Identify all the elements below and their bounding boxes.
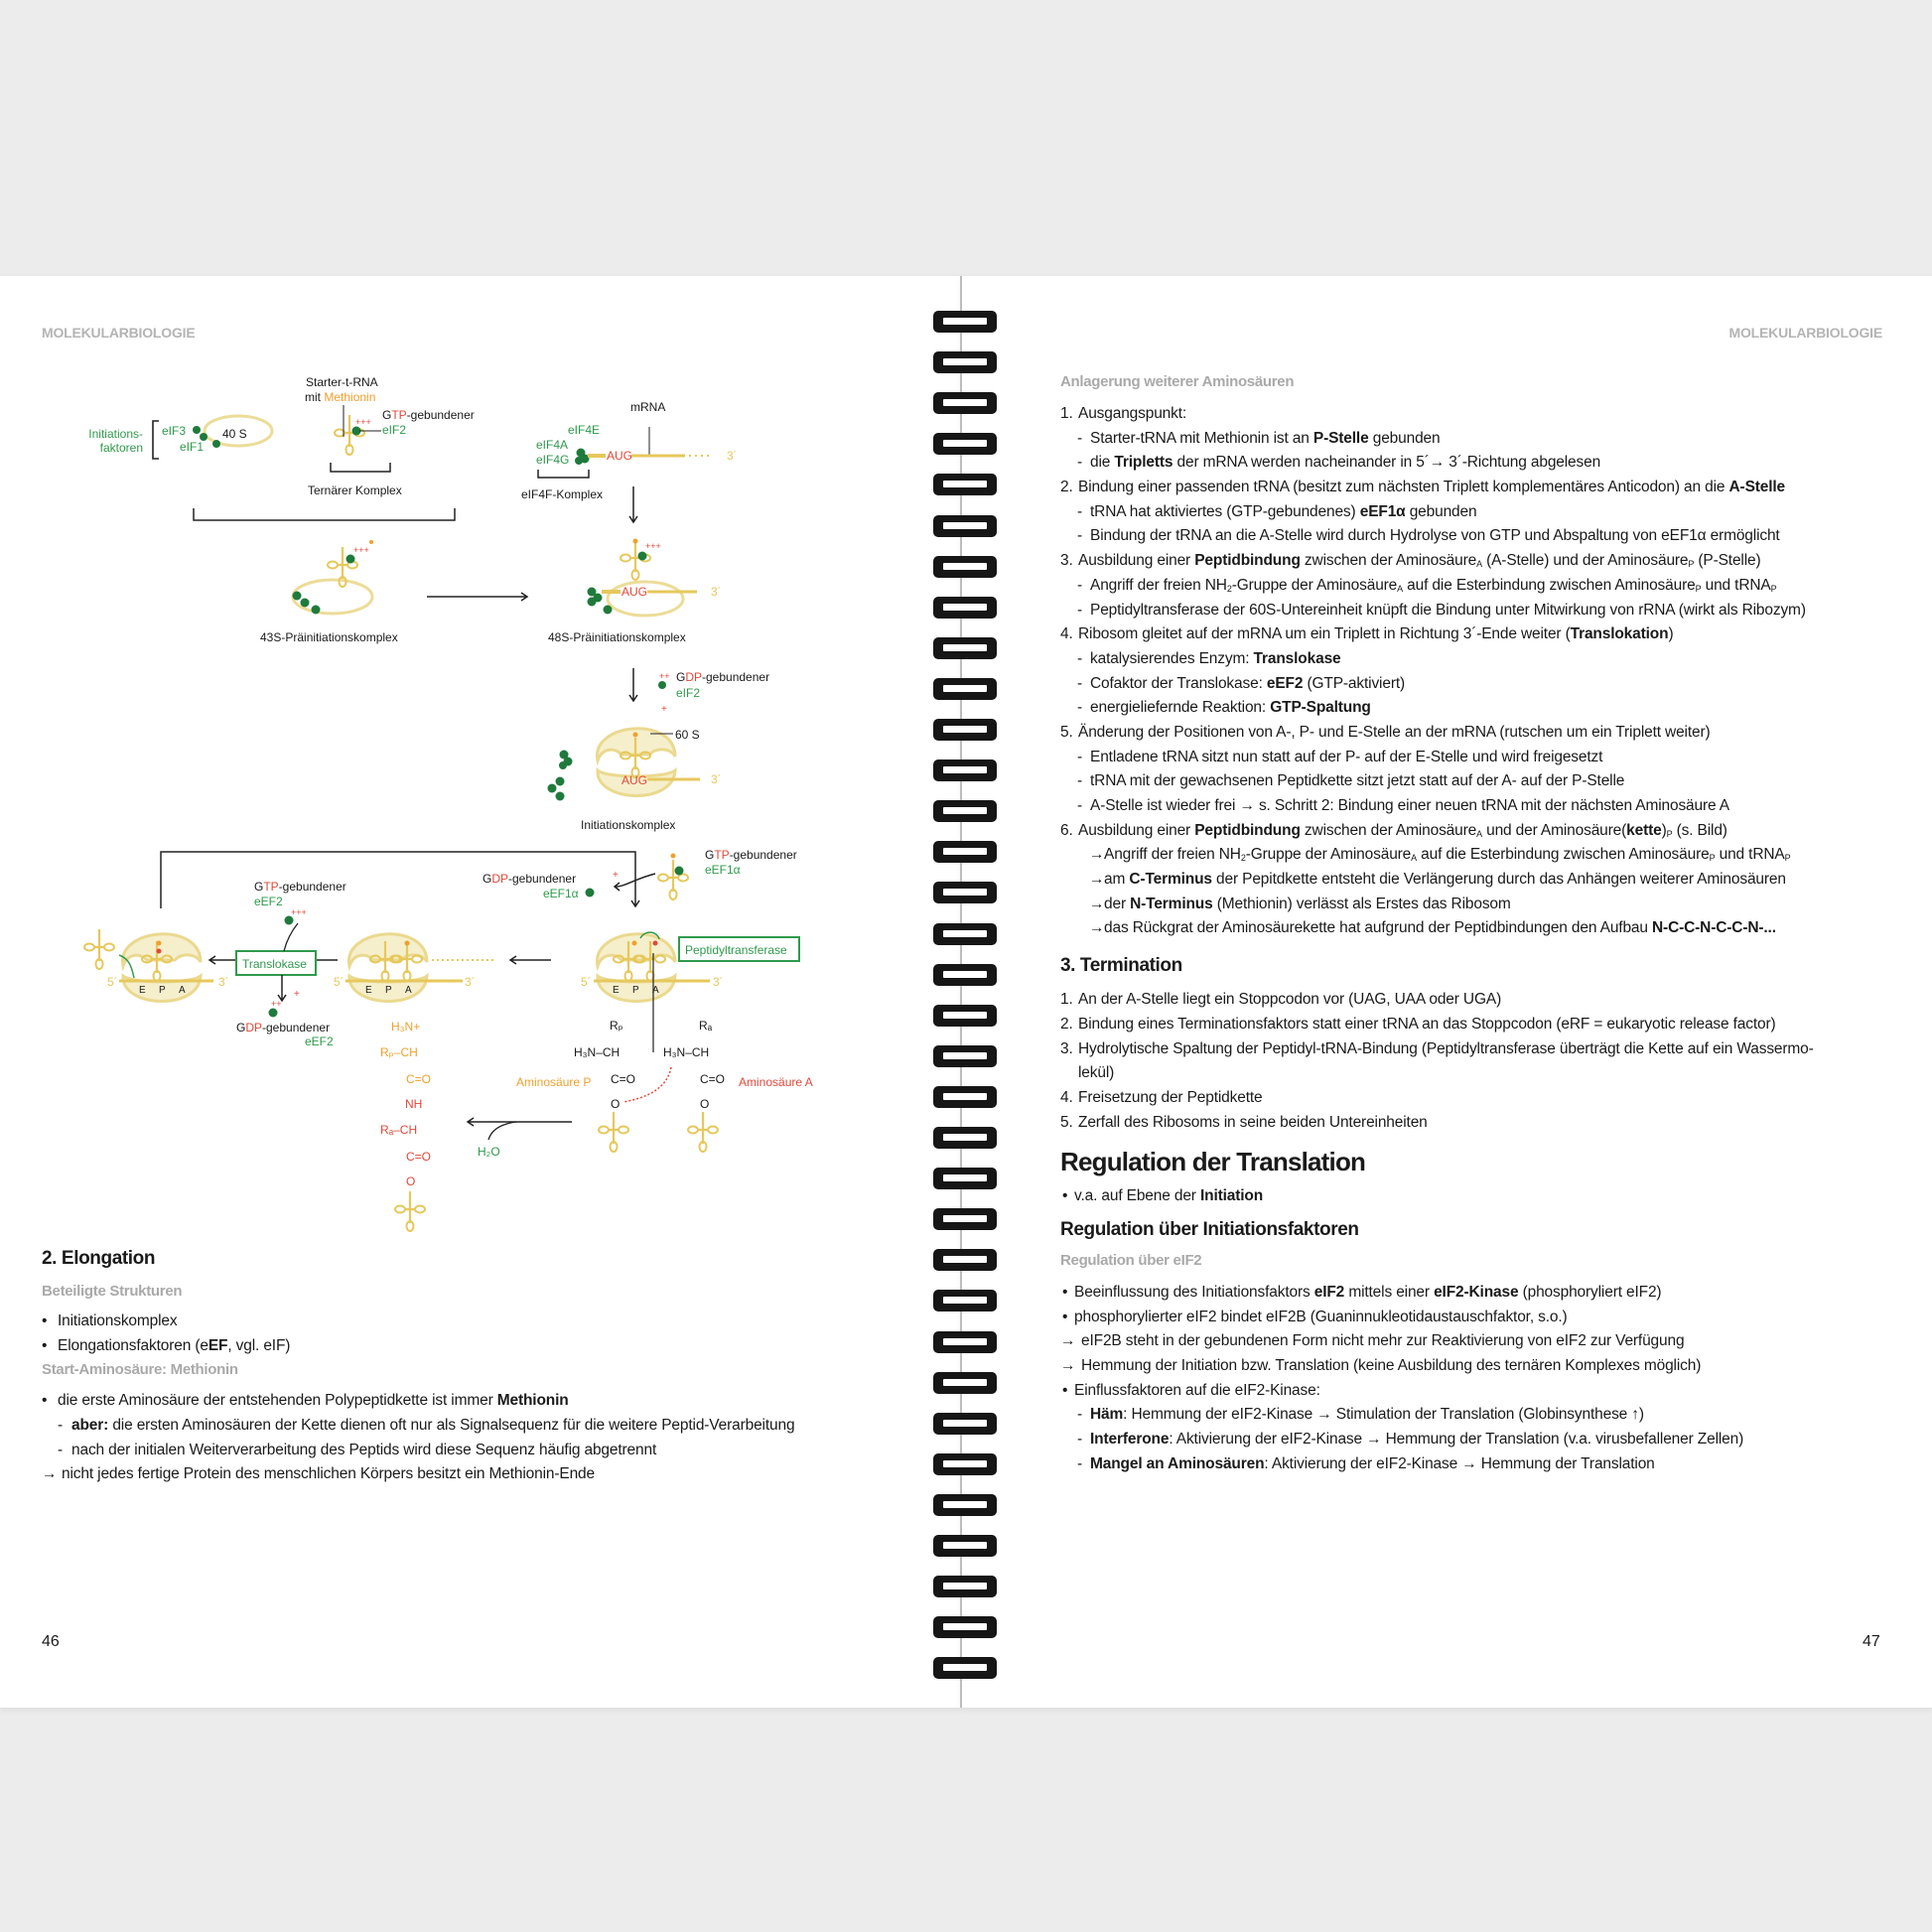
text-segment: An der A-Stelle liegt ein Stoppcodon vor (UAG, UAA oder UGA) bbox=[1078, 991, 1502, 1009]
text-segment: 2 bbox=[1240, 853, 1246, 864]
svg-text:AUG: AUG bbox=[621, 585, 648, 599]
list-marker: → bbox=[42, 1465, 58, 1483]
text-segment: N-C-C-N-C-C-N-... bbox=[1652, 919, 1776, 937]
text-segment: P bbox=[1695, 583, 1702, 594]
text-segment: phosphorylierter eIF2 bindet eIF2B (Guaninnukleotidaustauschfaktor, s.o.) bbox=[1074, 1308, 1568, 1325]
svg-text:eIF4G: eIF4G bbox=[536, 453, 570, 467]
heading-regulation-initiationsfaktoren: Regulation über Initiationsfaktoren bbox=[1060, 1218, 1359, 1240]
svg-text:H₃N–CH: H₃N–CH bbox=[663, 1045, 710, 1059]
text-segment: -Gruppe der Aminosäure bbox=[1245, 846, 1412, 864]
running-head-left: MOLEKULARBIOLOGIE bbox=[42, 325, 196, 341]
svg-text:A: A bbox=[405, 985, 412, 996]
svg-text:GDP-gebundener: GDP-gebundener bbox=[483, 872, 577, 886]
list-marker: 1. bbox=[1060, 405, 1073, 422]
svg-text:5´: 5´ bbox=[107, 975, 118, 989]
text-segment: die ersten Aminosäuren der Kette dienen oft nur als Signalsequenz für die weitere Peptid-Verarbeitung bbox=[108, 1417, 795, 1435]
list-item bbox=[1060, 1013, 1894, 1037]
svg-text:eEF1α: eEF1α bbox=[543, 887, 579, 900]
list-item bbox=[1060, 1061, 1894, 1086]
list-marker: → bbox=[1060, 1332, 1076, 1350]
text-segment: A bbox=[1476, 828, 1482, 839]
list-marker: - bbox=[58, 1441, 64, 1458]
list-item bbox=[1060, 721, 1894, 746]
svg-text:AUG: AUG bbox=[621, 773, 648, 787]
list-item bbox=[1060, 622, 1894, 647]
text-segment: Translokation bbox=[1570, 625, 1669, 643]
subheading-anlagerung: Anlagerung weiterer Aminosäuren bbox=[1060, 373, 1295, 390]
text-segment: tRNA hat aktiviertes (GTP-gebundenes) bbox=[1090, 502, 1360, 520]
list-item bbox=[1060, 843, 1894, 868]
text-segment: eIF2 bbox=[1313, 1283, 1345, 1301]
text-segment: : Aktivierung der eIF2-Kinase → Hemmung der Translation bbox=[1264, 1454, 1655, 1472]
text-segment: kette bbox=[1626, 821, 1662, 839]
text-segment: Entladene tRNA sitzt nun statt auf der P- auf der E-Stelle und wird freigesetzt bbox=[1090, 748, 1603, 765]
text-segment: (P-Stelle) bbox=[1694, 552, 1761, 570]
text-segment: Peptidbindung bbox=[1194, 821, 1301, 839]
label-aminosaeure-a: Aminosäure A bbox=[739, 1075, 813, 1089]
page-number-left: 46 bbox=[42, 1633, 60, 1650]
svg-text:H₃N–CH: H₃N–CH bbox=[574, 1045, 621, 1059]
text-segment: mittels einer bbox=[1344, 1283, 1435, 1301]
label-translokase: Translokase bbox=[242, 957, 307, 971]
label-mrna: mRNA bbox=[630, 400, 666, 414]
spiral-ring bbox=[933, 1290, 997, 1311]
text-segment: Bindung eines Terminationsfaktors statt einer tRNA an das Stoppcodon (eRF = eukaryotic release factor) bbox=[1078, 1015, 1776, 1033]
list-marker: - bbox=[1077, 1454, 1083, 1472]
text-segment: tRNA mit der gewachsenen Peptidkette sitzt jetzt statt auf der A- auf der P-Stelle bbox=[1090, 772, 1625, 790]
subheading-beteiligte-strukturen: Beteiligte Strukturen bbox=[42, 1283, 183, 1300]
text-segment: (A-Stelle) und der Aminosäure bbox=[1481, 552, 1689, 570]
text-segment: zwischen der Aminosäure bbox=[1300, 821, 1477, 839]
spiral-ring bbox=[933, 1494, 997, 1516]
list-marker: • bbox=[1062, 1283, 1068, 1301]
text-segment: 2 bbox=[1226, 583, 1232, 594]
label-initiationsfaktoren-2: faktoren bbox=[99, 441, 143, 455]
text-segment: gebunden bbox=[1405, 502, 1477, 520]
label-eif4f-komplex: eIF4F-Komplex bbox=[521, 487, 604, 501]
list-item bbox=[1060, 476, 1894, 500]
svg-text:H₂O: H₂O bbox=[478, 1145, 500, 1159]
list-marker: 6. bbox=[1060, 821, 1073, 839]
svg-text:3´: 3´ bbox=[713, 975, 724, 989]
text-segment: A bbox=[1397, 583, 1404, 594]
svg-text:E: E bbox=[613, 985, 620, 996]
label-eif2: eIF2 bbox=[382, 423, 407, 437]
svg-text:E: E bbox=[365, 985, 372, 996]
svg-text:O: O bbox=[406, 1174, 416, 1188]
text-segment: P bbox=[1709, 853, 1716, 864]
svg-text:AUG: AUG bbox=[607, 449, 633, 463]
text-segment: N-Terminus bbox=[1130, 895, 1213, 912]
list-marker: → bbox=[1089, 846, 1105, 864]
text-segment: Bindung einer passenden tRNA (besitzt zum nächsten Triplett komplementäres Anticodon) an die bbox=[1078, 479, 1729, 496]
svg-text:GTP-gebundener: GTP-gebundener bbox=[705, 848, 797, 862]
text-segment: die bbox=[1090, 454, 1115, 472]
spiral-ring bbox=[933, 1657, 997, 1679]
list-item bbox=[1060, 1037, 1894, 1062]
text-segment: Änderung der Positionen von A-, P- und E-Stelle an der mRNA (rutschen um ein Triplett weiter) bbox=[1078, 723, 1711, 741]
text-segment: P bbox=[1784, 853, 1791, 864]
spiral-ring bbox=[933, 1331, 997, 1353]
svg-text:P: P bbox=[159, 985, 166, 996]
text-segment: : Aktivierung der eIF2-Kinase → Hemmung der Translation (v.a. virusbefallener Zellen) bbox=[1169, 1431, 1744, 1449]
svg-text:+++: +++ bbox=[353, 545, 369, 555]
svg-text:C=O: C=O bbox=[406, 1150, 432, 1164]
list-item bbox=[42, 1439, 915, 1463]
svg-text:++: ++ bbox=[271, 999, 282, 1009]
text-segment: A bbox=[1411, 853, 1418, 864]
svg-text:+++: +++ bbox=[291, 907, 307, 917]
text-segment: nicht jedes fertige Protein des menschlichen Körpers besitzt ein Methionin-Ende bbox=[62, 1465, 595, 1483]
text-segment: das Rückgrat der Aminosäurekette hat aufgrund der Peptidbindungen den Aufbau bbox=[1104, 919, 1653, 937]
svg-text:P: P bbox=[632, 985, 639, 996]
list-item bbox=[1060, 1184, 1894, 1209]
list-item bbox=[1060, 1452, 1894, 1477]
label-ternaerer-komplex: Ternärer Komplex bbox=[308, 483, 402, 497]
list-item bbox=[1060, 746, 1894, 770]
text-segment: katalysierendes Enzym: bbox=[1090, 649, 1254, 667]
heading-elongation: 2. Elongation bbox=[42, 1248, 156, 1269]
svg-text:Rₚ–CH: Rₚ–CH bbox=[380, 1045, 418, 1059]
svg-text:Rₐ: Rₐ bbox=[699, 1019, 713, 1033]
list-item bbox=[1060, 916, 1894, 941]
label-peptidyltransferase: Peptidyltransferase bbox=[685, 943, 787, 957]
left-text bbox=[42, 1248, 915, 1487]
list-marker: 4. bbox=[1060, 625, 1073, 643]
label-43s: 43S-Präinitiationskomplex bbox=[260, 630, 398, 644]
subheading-start-aminosaeure: Start-Aminosäure: Methionin bbox=[42, 1361, 238, 1379]
text-segment: auf die Esterbindung zwischen Aminosäure bbox=[1417, 846, 1710, 864]
text-segment: und der Aminosäure( bbox=[1481, 821, 1627, 839]
right-text bbox=[1060, 370, 1894, 1476]
list-regulation-eif2 bbox=[1060, 1281, 1894, 1477]
svg-text:Rₐ–CH: Rₐ–CH bbox=[380, 1123, 418, 1137]
list-marker: - bbox=[1077, 527, 1083, 545]
text-segment: Häm bbox=[1090, 1406, 1124, 1424]
label-starter-trna: Starter-t-RNA bbox=[306, 375, 378, 389]
text-segment: (GTP-aktiviert) bbox=[1303, 674, 1406, 692]
list-marker: • bbox=[1062, 1308, 1068, 1325]
text-segment: , vgl. eIF) bbox=[227, 1336, 291, 1354]
list-item bbox=[1060, 1111, 1894, 1136]
text-segment: -Gruppe der Aminosäure bbox=[1231, 576, 1398, 594]
text-segment: Tripletts bbox=[1114, 454, 1173, 472]
text-segment: Einflussfaktoren auf die eIF2-Kinase: bbox=[1074, 1381, 1320, 1399]
svg-text:H₃N+: H₃N+ bbox=[391, 1020, 421, 1034]
list-item bbox=[1060, 1086, 1894, 1111]
text-segment: Freisetzung der Peptidkette bbox=[1078, 1088, 1263, 1106]
text-segment: Hydrolytische Spaltung der Peptidyl-tRNA-Bindung (Peptidyltransferase überträgt die Kette auf ein Wassermo- bbox=[1078, 1039, 1814, 1057]
list-marker: - bbox=[58, 1417, 64, 1435]
text-segment: Ausgangspunkt: bbox=[1078, 405, 1187, 422]
text-segment: Mangel an Aminosäuren bbox=[1090, 1454, 1265, 1472]
text-segment: Peptidyltransferase der 60S-Untereinheit knüpft die Bindung unter Mitwirkung von rRNA (wirkt als Ribozym) bbox=[1090, 601, 1806, 619]
spiral-ring bbox=[933, 1535, 997, 1557]
translation-diagram bbox=[0, 0, 961, 1251]
svg-text:O: O bbox=[700, 1097, 710, 1111]
list-item bbox=[42, 1462, 915, 1487]
svg-text:eEF1α: eEF1α bbox=[705, 863, 741, 877]
text-segment: Cofaktor der Translokase: bbox=[1090, 674, 1267, 692]
list-item bbox=[1060, 524, 1894, 549]
list-marker: - bbox=[1077, 1406, 1083, 1424]
svg-text:C=O: C=O bbox=[700, 1072, 726, 1086]
svg-text:eEF2: eEF2 bbox=[305, 1035, 334, 1048]
list-marker: • bbox=[1062, 1381, 1068, 1399]
text-segment: eIF2B steht in der gebundenen Form nicht mehr zur Reaktivierung von eIF2 zur Verfügung bbox=[1081, 1332, 1685, 1350]
text-segment: P-Stelle bbox=[1312, 429, 1369, 447]
text-segment: Initiation bbox=[1199, 1187, 1264, 1205]
svg-text:+++: +++ bbox=[645, 541, 661, 551]
svg-text:3´: 3´ bbox=[711, 585, 722, 599]
label-48s: 48S-Präinitiationskomplex bbox=[548, 630, 686, 644]
text-segment: Peptidbindung bbox=[1194, 552, 1301, 570]
list-item bbox=[1060, 500, 1894, 525]
text-segment: gebunden bbox=[1368, 429, 1441, 447]
text-segment: der bbox=[1104, 895, 1131, 912]
list-marker: • bbox=[42, 1312, 48, 1329]
list-item bbox=[1060, 819, 1894, 844]
spiral-ring bbox=[933, 1249, 997, 1271]
text-segment: Methionin bbox=[496, 1392, 569, 1410]
text-segment: eEF2 bbox=[1266, 674, 1304, 692]
list-item bbox=[1060, 1403, 1894, 1428]
label-60s: 60 S bbox=[675, 728, 700, 742]
heading-termination: 3. Termination bbox=[1060, 955, 1182, 977]
svg-text:O: O bbox=[611, 1097, 621, 1111]
list-marker: → bbox=[1089, 871, 1105, 889]
svg-text:+: + bbox=[661, 704, 667, 715]
svg-text:mit Methionin: mit Methionin bbox=[305, 390, 376, 404]
list-item bbox=[1060, 1379, 1894, 1404]
label-aminosaeure-p: Aminosäure P bbox=[516, 1075, 592, 1089]
text-segment: auf die Esterbindung zwischen Aminosäure bbox=[1403, 576, 1696, 594]
text-segment: v.a. auf Ebene der bbox=[1074, 1187, 1200, 1205]
text-segment: Angriff der freien NH bbox=[1104, 846, 1241, 864]
svg-text:GDP-gebundener: GDP-gebundener bbox=[676, 670, 770, 684]
list-marker: 5. bbox=[1060, 723, 1073, 741]
list-item bbox=[1060, 599, 1894, 623]
text-segment: und tRNA bbox=[1701, 576, 1771, 594]
svg-text:NH: NH bbox=[405, 1097, 423, 1111]
list-marker: - bbox=[1077, 772, 1083, 790]
text-segment: Angriff der freien NH bbox=[1090, 576, 1227, 594]
text-segment: P bbox=[1666, 828, 1673, 839]
list-start-aminosaeure bbox=[42, 1389, 915, 1487]
svg-text:C=O: C=O bbox=[406, 1072, 432, 1086]
list-anlagerung bbox=[1060, 402, 1894, 941]
list-item bbox=[1060, 451, 1894, 476]
list-marker: - bbox=[1077, 797, 1083, 814]
list-marker: → bbox=[1060, 1357, 1076, 1374]
list-item bbox=[1060, 402, 1894, 427]
list-marker: 5. bbox=[1060, 1113, 1073, 1131]
text-segment: Initiationskomplex bbox=[58, 1312, 178, 1329]
svg-text:3´: 3´ bbox=[727, 449, 738, 463]
text-segment: der mRNA werden nacheinander in 5´→ 3´-Richtung abgelesen bbox=[1173, 454, 1601, 472]
list-item bbox=[1060, 574, 1894, 599]
svg-text:GDP-gebundener: GDP-gebundener bbox=[236, 1021, 331, 1035]
svg-text:3´: 3´ bbox=[711, 772, 722, 786]
svg-text:Rₚ: Rₚ bbox=[610, 1019, 623, 1033]
text-segment: am bbox=[1104, 871, 1130, 889]
svg-text:eEF2: eEF2 bbox=[254, 895, 283, 908]
list-marker: → bbox=[1089, 895, 1105, 912]
list-regulation bbox=[1060, 1184, 1894, 1209]
list-item bbox=[1060, 794, 1894, 819]
svg-text:A: A bbox=[652, 985, 659, 996]
list-item bbox=[1060, 1329, 1894, 1354]
list-item bbox=[1060, 893, 1894, 917]
list-item bbox=[1060, 1428, 1894, 1452]
list-marker: - bbox=[1077, 674, 1083, 692]
text-segment: Interferone bbox=[1090, 1431, 1170, 1449]
page-number-right: 47 bbox=[1863, 1633, 1880, 1650]
text-segment: und tRNA bbox=[1715, 846, 1785, 864]
list-marker: - bbox=[1077, 1431, 1083, 1449]
text-segment: Bindung der tRNA an die A-Stelle wird durch Hydrolyse von GTP und Abspaltung von eEF1α ermöglicht bbox=[1090, 527, 1780, 545]
text-segment: C-Terminus bbox=[1129, 871, 1212, 889]
spiral-ring bbox=[933, 1576, 997, 1597]
text-segment: zwischen der Aminosäure bbox=[1300, 552, 1477, 570]
list-item bbox=[1060, 647, 1894, 672]
svg-text:eIF4A: eIF4A bbox=[536, 438, 569, 452]
text-segment: Ausbildung einer bbox=[1078, 821, 1195, 839]
list-marker: → bbox=[1089, 919, 1105, 937]
svg-text:3´: 3´ bbox=[218, 975, 229, 989]
list-marker: • bbox=[42, 1336, 48, 1354]
text-segment: Elongationsfaktoren (e bbox=[58, 1336, 208, 1354]
list-item bbox=[42, 1310, 915, 1334]
svg-text:C=O: C=O bbox=[611, 1072, 636, 1086]
list-item bbox=[1060, 672, 1894, 697]
label-eif1: eIF1 bbox=[180, 440, 205, 454]
svg-text:5´: 5´ bbox=[581, 975, 592, 989]
svg-text:eIF4E: eIF4E bbox=[568, 423, 601, 437]
text-segment: lekül) bbox=[1078, 1064, 1115, 1082]
list-item bbox=[1060, 1281, 1894, 1306]
subheading-regulation-eif2: Regulation über eIF2 bbox=[1060, 1251, 1202, 1269]
text-segment: Ribosom gleitet auf der mRNA um ein Triplett in Richtung 3´-Ende weiter ( bbox=[1078, 625, 1571, 643]
text-segment: eEF1α bbox=[1359, 502, 1406, 520]
list-marker: - bbox=[1077, 601, 1083, 619]
text-segment: ) bbox=[1661, 821, 1667, 839]
svg-text:5´: 5´ bbox=[334, 975, 345, 989]
text-segment: A-Stelle bbox=[1728, 479, 1786, 496]
list-marker: - bbox=[1077, 748, 1083, 765]
label-eif3: eIF3 bbox=[162, 424, 187, 438]
svg-text:GTP-gebundener: GTP-gebundener bbox=[254, 880, 346, 894]
list-marker: 2. bbox=[1060, 1015, 1073, 1033]
text-segment: aber: bbox=[71, 1417, 109, 1435]
text-segment: Zerfall des Ribosoms in seine beiden Untereinheiten bbox=[1078, 1113, 1428, 1131]
list-marker: - bbox=[1077, 699, 1083, 717]
list-item bbox=[1060, 1354, 1894, 1379]
list-item bbox=[1060, 427, 1894, 452]
svg-text:+++: +++ bbox=[355, 417, 371, 427]
list-marker: - bbox=[1077, 429, 1083, 447]
text-segment: eIF2-Kinase bbox=[1434, 1283, 1519, 1301]
text-segment: EF bbox=[207, 1336, 228, 1354]
spiral-ring bbox=[933, 1453, 997, 1475]
spiral-ring bbox=[933, 1413, 997, 1435]
text-segment: P bbox=[1688, 559, 1695, 570]
text-segment: Beeinflussung des Initiationsfaktors bbox=[1074, 1283, 1314, 1301]
text-segment: GTP-Spaltung bbox=[1270, 699, 1371, 717]
list-item bbox=[42, 1414, 915, 1439]
list-item bbox=[42, 1334, 915, 1359]
spiral-ring bbox=[933, 1372, 997, 1394]
svg-text:3´: 3´ bbox=[465, 975, 476, 989]
running-head-right: MOLEKULARBIOLOGIE bbox=[1728, 325, 1882, 341]
text-segment: Hemmung der Initiation bzw. Translation (keine Ausbildung des ternären Komplexes möglich) bbox=[1081, 1357, 1702, 1374]
list-marker: • bbox=[42, 1392, 48, 1410]
list-item bbox=[1060, 549, 1894, 574]
text-segment: die erste Aminosäure der entstehenden Polypeptidkette ist immer bbox=[58, 1392, 497, 1410]
list-item bbox=[1060, 1306, 1894, 1330]
svg-text:E: E bbox=[139, 985, 146, 996]
list-marker: 3. bbox=[1060, 552, 1073, 570]
text-segment: energieliefernde Reaktion: bbox=[1090, 699, 1271, 717]
svg-text:+: + bbox=[613, 870, 619, 881]
text-segment: : Hemmung der eIF2-Kinase → Stimulation der Translation (Globinsynthese ↑) bbox=[1123, 1406, 1644, 1424]
label-40s: 40 S bbox=[222, 427, 247, 441]
svg-text:A: A bbox=[179, 985, 186, 996]
list-marker: 4. bbox=[1060, 1088, 1073, 1106]
list-item bbox=[1060, 988, 1894, 1013]
text-segment: der Pepitdkette entsteht die Verlängerung durch das Anhängen weiterer Aminosäuren bbox=[1211, 871, 1786, 889]
list-marker: - bbox=[1077, 576, 1083, 594]
svg-text:GTP-gebundener: GTP-gebundener bbox=[382, 408, 475, 422]
svg-text:P: P bbox=[385, 985, 392, 996]
text-segment: Ausbildung einer bbox=[1078, 552, 1195, 570]
list-item bbox=[1060, 696, 1894, 721]
list-marker: 2. bbox=[1060, 479, 1073, 496]
text-segment: A bbox=[1476, 559, 1482, 570]
list-marker: - bbox=[1077, 502, 1083, 520]
svg-text:++: ++ bbox=[659, 671, 670, 681]
list-marker: - bbox=[1077, 649, 1083, 667]
text-segment: A-Stelle ist wieder frei → s. Schritt 2: Bindung einer neuen tRNA mit der nächsten Aminosäure A bbox=[1090, 797, 1729, 814]
list-marker: 3. bbox=[1060, 1039, 1073, 1057]
list-marker: 1. bbox=[1060, 991, 1073, 1009]
text-segment: Translokase bbox=[1253, 649, 1341, 667]
text-segment: P bbox=[1770, 583, 1777, 594]
label-initiationskomplex: Initiationskomplex bbox=[581, 818, 676, 832]
svg-text:eIF2: eIF2 bbox=[676, 686, 701, 700]
spiral-ring bbox=[933, 1616, 997, 1638]
text-segment: ) bbox=[1668, 625, 1674, 643]
text-segment: nach der initialen Weiterverarbeitung des Peptids wird diese Sequenz häufig abgetrennt bbox=[71, 1441, 657, 1458]
list-marker: • bbox=[1062, 1187, 1068, 1205]
heading-regulation: Regulation der Translation bbox=[1060, 1147, 1366, 1177]
list-beteiligte-strukturen bbox=[42, 1310, 915, 1358]
label-initiationsfaktoren-1: Initiations- bbox=[88, 427, 143, 441]
list-termination bbox=[1060, 988, 1894, 1135]
list-item bbox=[1060, 868, 1894, 893]
list-item bbox=[1060, 769, 1894, 794]
bracket bbox=[153, 421, 159, 459]
text-segment: (Methionin) verlässt als Erstes das Ribosom bbox=[1212, 895, 1511, 912]
text-segment: (phosphoryliert eIF2) bbox=[1518, 1283, 1662, 1301]
text-segment: Starter-tRNA mit Methionin ist an bbox=[1090, 429, 1313, 447]
svg-text:+: + bbox=[294, 989, 300, 1000]
text-segment: (s. Bild) bbox=[1672, 821, 1727, 839]
list-item bbox=[42, 1389, 915, 1414]
list-marker: - bbox=[1077, 454, 1083, 472]
